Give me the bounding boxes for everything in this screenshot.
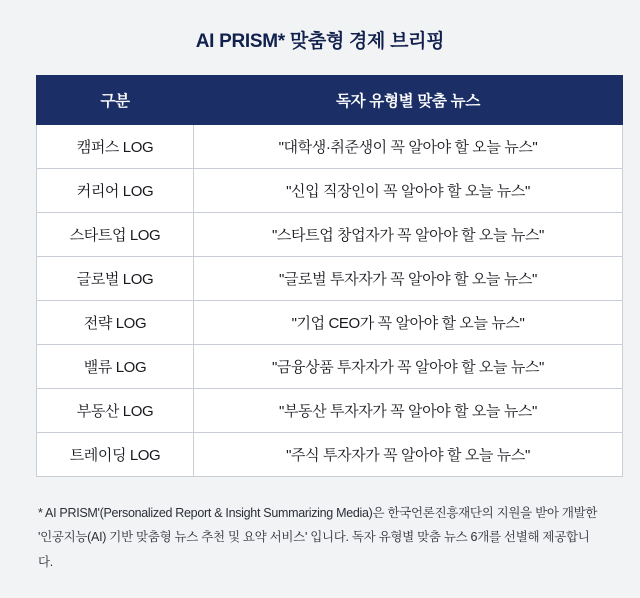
- table-row: [37, 345, 623, 389]
- cell-news: "주식 투자자가 꼭 알아야 할 오늘 뉴스": [194, 433, 623, 477]
- cell-news: "스타트업 창업자가 꼭 알아야 할 오늘 뉴스": [194, 213, 623, 257]
- cell-news: "글로벌 투자자가 꼭 알아야 할 오늘 뉴스": [194, 257, 623, 301]
- cell-news: "신입 직장인이 꼭 알아야 할 오늘 뉴스": [194, 169, 623, 213]
- table-header: [37, 76, 623, 125]
- cell-category: 글로벌 LOG: [37, 257, 194, 301]
- cell-category: 스타트업 LOG: [37, 213, 194, 257]
- column-header-news: 독자 유형별 맞춤 뉴스: [194, 76, 623, 125]
- table-header-row: [37, 76, 623, 125]
- table-row: [37, 433, 623, 477]
- table-row: [37, 125, 623, 169]
- cell-category: 트레이딩 LOG: [37, 433, 194, 477]
- table-body: [37, 125, 623, 477]
- cell-category: 커리어 LOG: [37, 169, 194, 213]
- table-row: [37, 257, 623, 301]
- briefing-table: [36, 75, 623, 477]
- table-row: [37, 213, 623, 257]
- cell-news: "기업 CEO가 꼭 알아야 할 오늘 뉴스": [194, 301, 623, 345]
- cell-category: 부동산 LOG: [37, 389, 194, 433]
- cell-news: "대학생·취준생이 꼭 알아야 할 오늘 뉴스": [194, 125, 623, 169]
- cell-category: 밸류 LOG: [37, 345, 194, 389]
- page-title: AI PRISM* 맞춤형 경제 브리핑: [195, 31, 445, 52]
- table-row: [37, 389, 623, 433]
- table-row: [37, 169, 623, 213]
- cell-news: "부동산 투자자가 꼭 알아야 할 오늘 뉴스": [194, 389, 623, 433]
- footnote: * AI PRISM'(Personalized Report & Insight Summarizing Media)은 한국언론진흥재단의 지원을 받아 개발한 '인공지능(AI) 기반 맞춤형 뉴스 추천 및 요약 서비스' 입니다. 독자 유형별 맞춤 뉴스 6개를 선별해 제공합니다.: [38, 506, 598, 569]
- cell-category: 전략 LOG: [37, 301, 194, 345]
- cell-news: "금융상품 투자자가 꼭 알아야 할 오늘 뉴스": [194, 345, 623, 389]
- column-header-category: 구분: [37, 76, 194, 125]
- cell-category: 캠퍼스 LOG: [37, 125, 194, 169]
- table-row: [37, 301, 623, 345]
